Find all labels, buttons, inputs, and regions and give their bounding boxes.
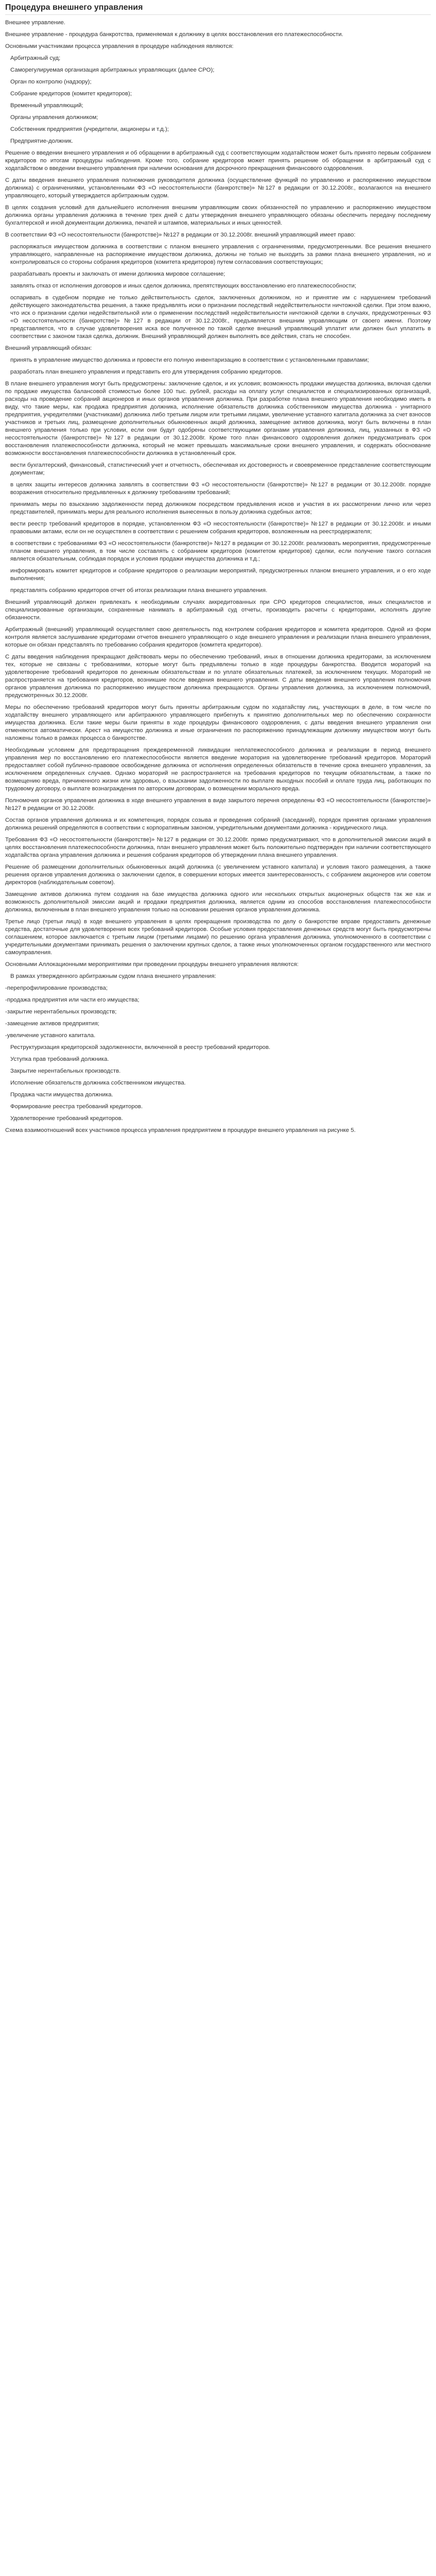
paragraph: Решение об размещении дополнительных обыкновенных акций должника (с увеличением уставного капитала) и условия такого размещения, а также решения органов управления должника о заключении сделок, в совершении которых имеется заинтересованность, с собранием акционеров или советом директоров (наблюдательным советом). [5,864,431,886]
list-item: Органы управления должником; [10,114,98,121]
list-item: Формирование реестра требований кредиторов. [10,1104,143,1110]
paragraph: Внешнее управление. [5,20,65,26]
paragraph: Внешний управляющий обязан: [5,345,92,351]
list-item: распоряжаться имуществом должника в соответствии с планом внешнего управления с ограничениями, предусмотренными. Все решения внешнего управляющего, направленные на распоряжение имуществом должника, должны не только не выходить за рамки плана внешнего управления, но и контролироваться со стороны собрания кредиторов (комитета кредиторов) путем согласования соответствующих; [10,244,431,265]
paragraph: Решение о введении внешнего управления и об обращении в арбитражный суд с соответствующим ходатайством может быть принято первым собранием кредиторов по итогам процедуры наблюдения. Кроме того, собрание кредиторов может принять решение об обращении в арбитражный суд с ходатайством о введении внешнего управления при наличии основания для досрочного прекращения финансового оздоровления. [5,150,431,172]
list-item: В рамках утвержденного арбитражным судом плана внешнего управления: [10,973,216,979]
paragraph: С даты введения внешнего управления полномочия руководителя должника (осуществление функций по управлению и распоряжению имуществом должника) с ограничениями, установленными ФЗ «О несостоятельности (банкротстве)» №127 в редакции от 30.12.2008г., возлагаются на внешнего управляющего, который утверждается арбитражным судом. [5,177,431,199]
paragraph: В целях создания условий для дальнейшего исполнения внешним управляющим своих обязанностей по управлению и распоряжению имуществом должника органы управления должника в течение трех дней с даты утверждения внешнего управляющего обязаны обеспечить передачу последнему бухгалтерской и иной документации должника, печатей и штампов, материальных и иных ценностей. [5,205,431,226]
paragraph: Необходимым условием для предотвращения преждевременной ликвидации неплатежеспособного должника и реализации в период внешнего управления мер по восстановлению его платежеспособности является введение моратория на удовлетворение требований кредиторов. Мораторий предоставляет собой публично-правовое освобождение должника от исполнения определенных обязательств в течение срока внешнего управления, за исключением определенных случаев. Однако мораторий не распространяется на требования кредиторов по текущим обязательствам, а также по возмещению вреда, причиненного жизни или здоровью, о взыскании задолженности по выплате выходных пособий и оплате труда лиц, работающих по трудовому договору, о выплате вознаграждения по авторским договорам, о возмещении морального вреда. [5,747,431,792]
paragraph: С даты введения наблюдения прекращают действовать меры по обеспечению требований, иных в отношении должника кредиторами, за исключением тех, которые не связаны с требованиями, которые могут быть предъявлены только в ходе процедуры банкротства. Вводится мораторий на удовлетворение требований кредиторов по денежным обязательствам и по уплате обязательных платежей, за исключением текущих. Мораторий не распространяется на требования кредиторов, возникшие после введения внешнего управления. С даты введения внешнего управления полномочия органов управления должника по распоряжению имуществом должника прекращаются. Органы управления должника, за исключением полномочий, предусмотренных 30.12.2008г. [5,654,431,699]
list-item: разрабатывать проекты и заключать от имени должника мировое соглашение; [10,271,225,277]
paragraph: Внешнее управление - процедура банкротства, применяемая к должнику в целях восстановления его платежеспособности. [5,31,343,38]
list-item: Временный управляющий; [10,103,83,109]
list-item: Удовлетворение требований кредиторов. [10,1115,123,1122]
list-item: Реструктуризация кредиторской задолженности, включенной в реестр требований кредиторов. [10,1044,271,1050]
paragraph: В плане внешнего управления могут быть предусмотрены: заключение сделок, и их условия; возможность продажи имущества должника, включая сделки по продаже имущества балансовой стоимостью более 100 тыс. рублей, расходы на оплату услуг специалистов и специализированных организаций, расходы на проведение собраний акционеров и иных органов управления должника. При разработке плана внешнего управления необходимо иметь в виду, что такие меры, как продажа предприятия должника, исполнение обязательств должника собственником имущества должника - унитарного предприятия, учредителями (участниками) должника либо третьим лицом или третьими лицами, увеличение уставного капитала должника за счет взносов участников и третьих лиц, размещение дополнительных обыкновенных акций должника, замещение активов должника, могут быть включены в план внешнего управления только при условии, если они будут одобрены соответствующими органами управления должника, лиц, указанных в ФЗ «О несостоятельности (банкротстве)» №127 в редакции от 30.12.2008г. Кроме того план финансового оздоровления должен предусматривать срок восстановления платежеспособности должника, который не может превышать максимальные сроки внешнего управления, и содержать обоснование возможности восстановления платежеспособности должника в установленный срок. [5,381,431,456]
list-item: Собрание кредиторов (комитет кредиторов); [10,91,132,97]
paragraph: Состав органов управления должника и их компетенция, порядок созыва и проведения собраний (заседаний), порядок принятия органами управления должника решений определяются в соответствии с корпоративным законом, учредительными документами должника - юридического лица. [5,817,431,831]
list-item: Арбитражный суд; [10,55,61,61]
list-item: принимать меры по взысканию задолженности перед должником посредством предъявления исков и участия в их рассмотрении лично или через представителей, принимать меры для реального исполнения вынесенных в пользу должника судебных актов; [10,501,431,515]
list-item: принять в управление имущество должника и провести его полную инвентаризацию в соответствии с установленными правилами; [10,357,369,363]
list-item: Уступка прав требований должника. [10,1056,109,1062]
paragraph: Основными участниками процесса управления в процедуре наблюдения являются: [5,43,234,49]
paragraph: -перепрофилирование производства; [5,985,108,991]
document-body [5,19,431,1134]
paragraph: -закрытие нерентабельных производств; [5,1009,117,1015]
list-item: в соответствии с требованиями ФЗ «О несостоятельности (банкротстве)» №127 в редакции от 30.12.2008г. реализовать мероприятия, предусмотренные планом внешнего управления, в том числе составлять с собранием кредиторов (комитетом кредиторов) сделки, если получение такого согласия является обязательным, соблюдая порядок и условия продажи имущества должника и т.д.; [10,540,431,562]
paragraph: -продажа предприятия или части его имущества; [5,997,139,1003]
page-title: Процедура внешнего управления [5,3,431,15]
list-item: Саморегулируемая организация арбитражных управляющих (далее СРО); [10,67,215,73]
paragraph: В соответствии ФЗ «О несостоятельности (банкротстве)» №127 в редакции от 30.12.2008г. внешний управляющий имеет право: [5,232,356,238]
list-item: заявлять отказ от исполнения договоров и иных сделок должника, препятствующих восстановлению его платежеспособности; [10,283,356,289]
paragraph: Требования ФЗ «О несостоятельности (банкротстве)» №127 в редакции от 30.12.2008г. прямо предусматривают, что в дополнительной эмиссии акций в целях восстановления платежеспособности должника, план внешнего управления может быть положительно подтвержден при наличии соответствующего ходатайства органа управления должника и решения собрания кредиторов об утверждении плана внешнего управления. [5,837,431,858]
list-item: Предприятие-должник. [10,138,73,144]
paragraph: -замещение активов предприятия; [5,1021,99,1027]
list-item: Закрытие нерентабельных производств. [10,1068,121,1074]
list-item: разработать план внешнего управления и представить его для утверждения собранию кредиторов. [10,369,283,375]
list-item: вести реестр требований кредиторов в порядке, установленном ФЗ «О несостоятельности (банкротстве)» №127 в редакции от 30.12.2008г. и иными правовыми актами, если он не осуществлен в соответствии с решением собрания кредиторов, возложенным на реестродержателя; [10,521,431,535]
list-item: оспаривать в судебном порядке не только действительность сделок, заключенных должником, но и принятие им с нарушением требований действующего законодательства решения, а также предъявлять иски о признании последствий недействительности ничтожной сделки. При этом важно, что иск о признании сделки недействительной или о применении последствий недействительности ничтожной сделки в случаях, предусмотренных ФЗ «О несостоятельности (банкротстве)» №127 в редакции от 30.12.2008г., предъявляется внешним управляющим от своего имени. Поэтому представляется, что в случае удовлетворения иска все полученное по такой сделке внешний управляющий уплатит или должен был уплатить в соответствии с законом такая сделка, должник. Внешний управляющий должен выполнять все действия, стать не способен. [10,295,431,340]
list-item: информировать комитет кредиторов и собрание кредиторов о реализации мероприятий, предусмотренных планом внешнего управления, и о его ходе выполнения; [10,568,431,582]
paragraph: Полномочия органов управления должника в ходе внешнего управления в виде закрытого перечня определены ФЗ «О несостоятельности (банкротстве)» №127 в редакции от 30.12.2008г. [5,798,431,811]
paragraph: Арбитражный (внешний) управляющий осуществляет свою деятельность под контролем собрания кредиторов и комитета кредиторов. Одной из форм контроля является заслушивание кредиторами отчетов внешнего управляющего о ходе внешнего управления и реализации плана внешнего управления, которые он обязан представлять по требованию собрания кредиторов (комитета кредиторов). [5,626,431,648]
list-item: Исполнение обязательств должника собственником имущества. [10,1080,186,1086]
list-item: Собственник предприятия (учредители, акционеры и т.д.); [10,126,169,132]
paragraph: Внешний управляющий должен привлекать к необходимым случаях аккредитованных при СРО кредиторов специалистов, иных специалистов и специализированные организации, сохраненные нанимать в арбитражный суд отчеты, производить расчеты с кредиторами, исполнять другие обязанности. [5,599,431,621]
paragraph: Основными Аллокационными мероприятиями при проведении процедуры внешнего управления являются: [5,961,299,968]
paragraph: Схема взаимоотношений всех участников процесса управления предприятием в процедуре внешнего управления на рисунке 5. [5,1127,356,1133]
paragraph: Замещение активов должника путем создания на базе имущества должника одного или нескольких открытых акционерных обществ так же как и возможность дополнительной эмиссии акций и продажи предприятия должника, является одним из способов восстановления платежеспособности должника, включенным в план внешнего управления только на основании решения органов управления должника. [5,891,431,913]
list-item: представлять собранию кредиторов отчет об итогах реализации плана внешнего управления. [10,587,268,594]
list-item: Орган по контролю (надзору); [10,79,92,85]
document-page [0,0,436,1144]
paragraph: -увеличение уставного капитала. [5,1032,96,1039]
paragraph: Меры по обеспечению требований кредиторов могут быть приняты арбитражным судом по ходатайству лиц, участвующих в деле, в том числе по ходатайству внешнего управляющего или арбитражного управляющего прибегнуть к принятию дополнительных мер по обеспечению сохранности имущества должника. Если такие меры были приняты в ходе процедуры финансового оздоровления, с даты введения внешнего управления они отменяются автоматически. Арест на имущество должника и иные ограничения по распоряжению принадлежащим должнику имуществом могут быть наложены только в рамках процесса о банкротстве. [5,704,431,741]
list-item: Продажа части имущества должника. [10,1092,113,1098]
list-item: в целях защиты интересов должника заявлять в соответствии ФЗ «О несостоятельности (банкротстве)» №127 в редакции от 30.12.2008г. порядке возражения относительно предъявленных к должнику требованиям требований; [10,482,431,496]
paragraph: Третье лицо (третьи лица) в ходе внешнего управления в целях прекращения производства по делу о банкротстве вправе предоставить денежные средства, достаточные для удовлетворения всех требований кредиторов. Особые условия предоставления денежных средств могут быть предусмотрены соглашением, которое заключается с третьим лицом (третьими лицами) по решению органа управления должника, уполномоченного в соответствии с учредительными документами принимать решения о заключении крупных сделок, а также иных уполномоченных органом государственного или местного самоуправления. [5,919,431,956]
list-item: вести бухгалтерский, финансовый, статистический учет и отчетность, обеспечивая их достоверность и своевременное представление соответствующим документам; [10,462,431,476]
